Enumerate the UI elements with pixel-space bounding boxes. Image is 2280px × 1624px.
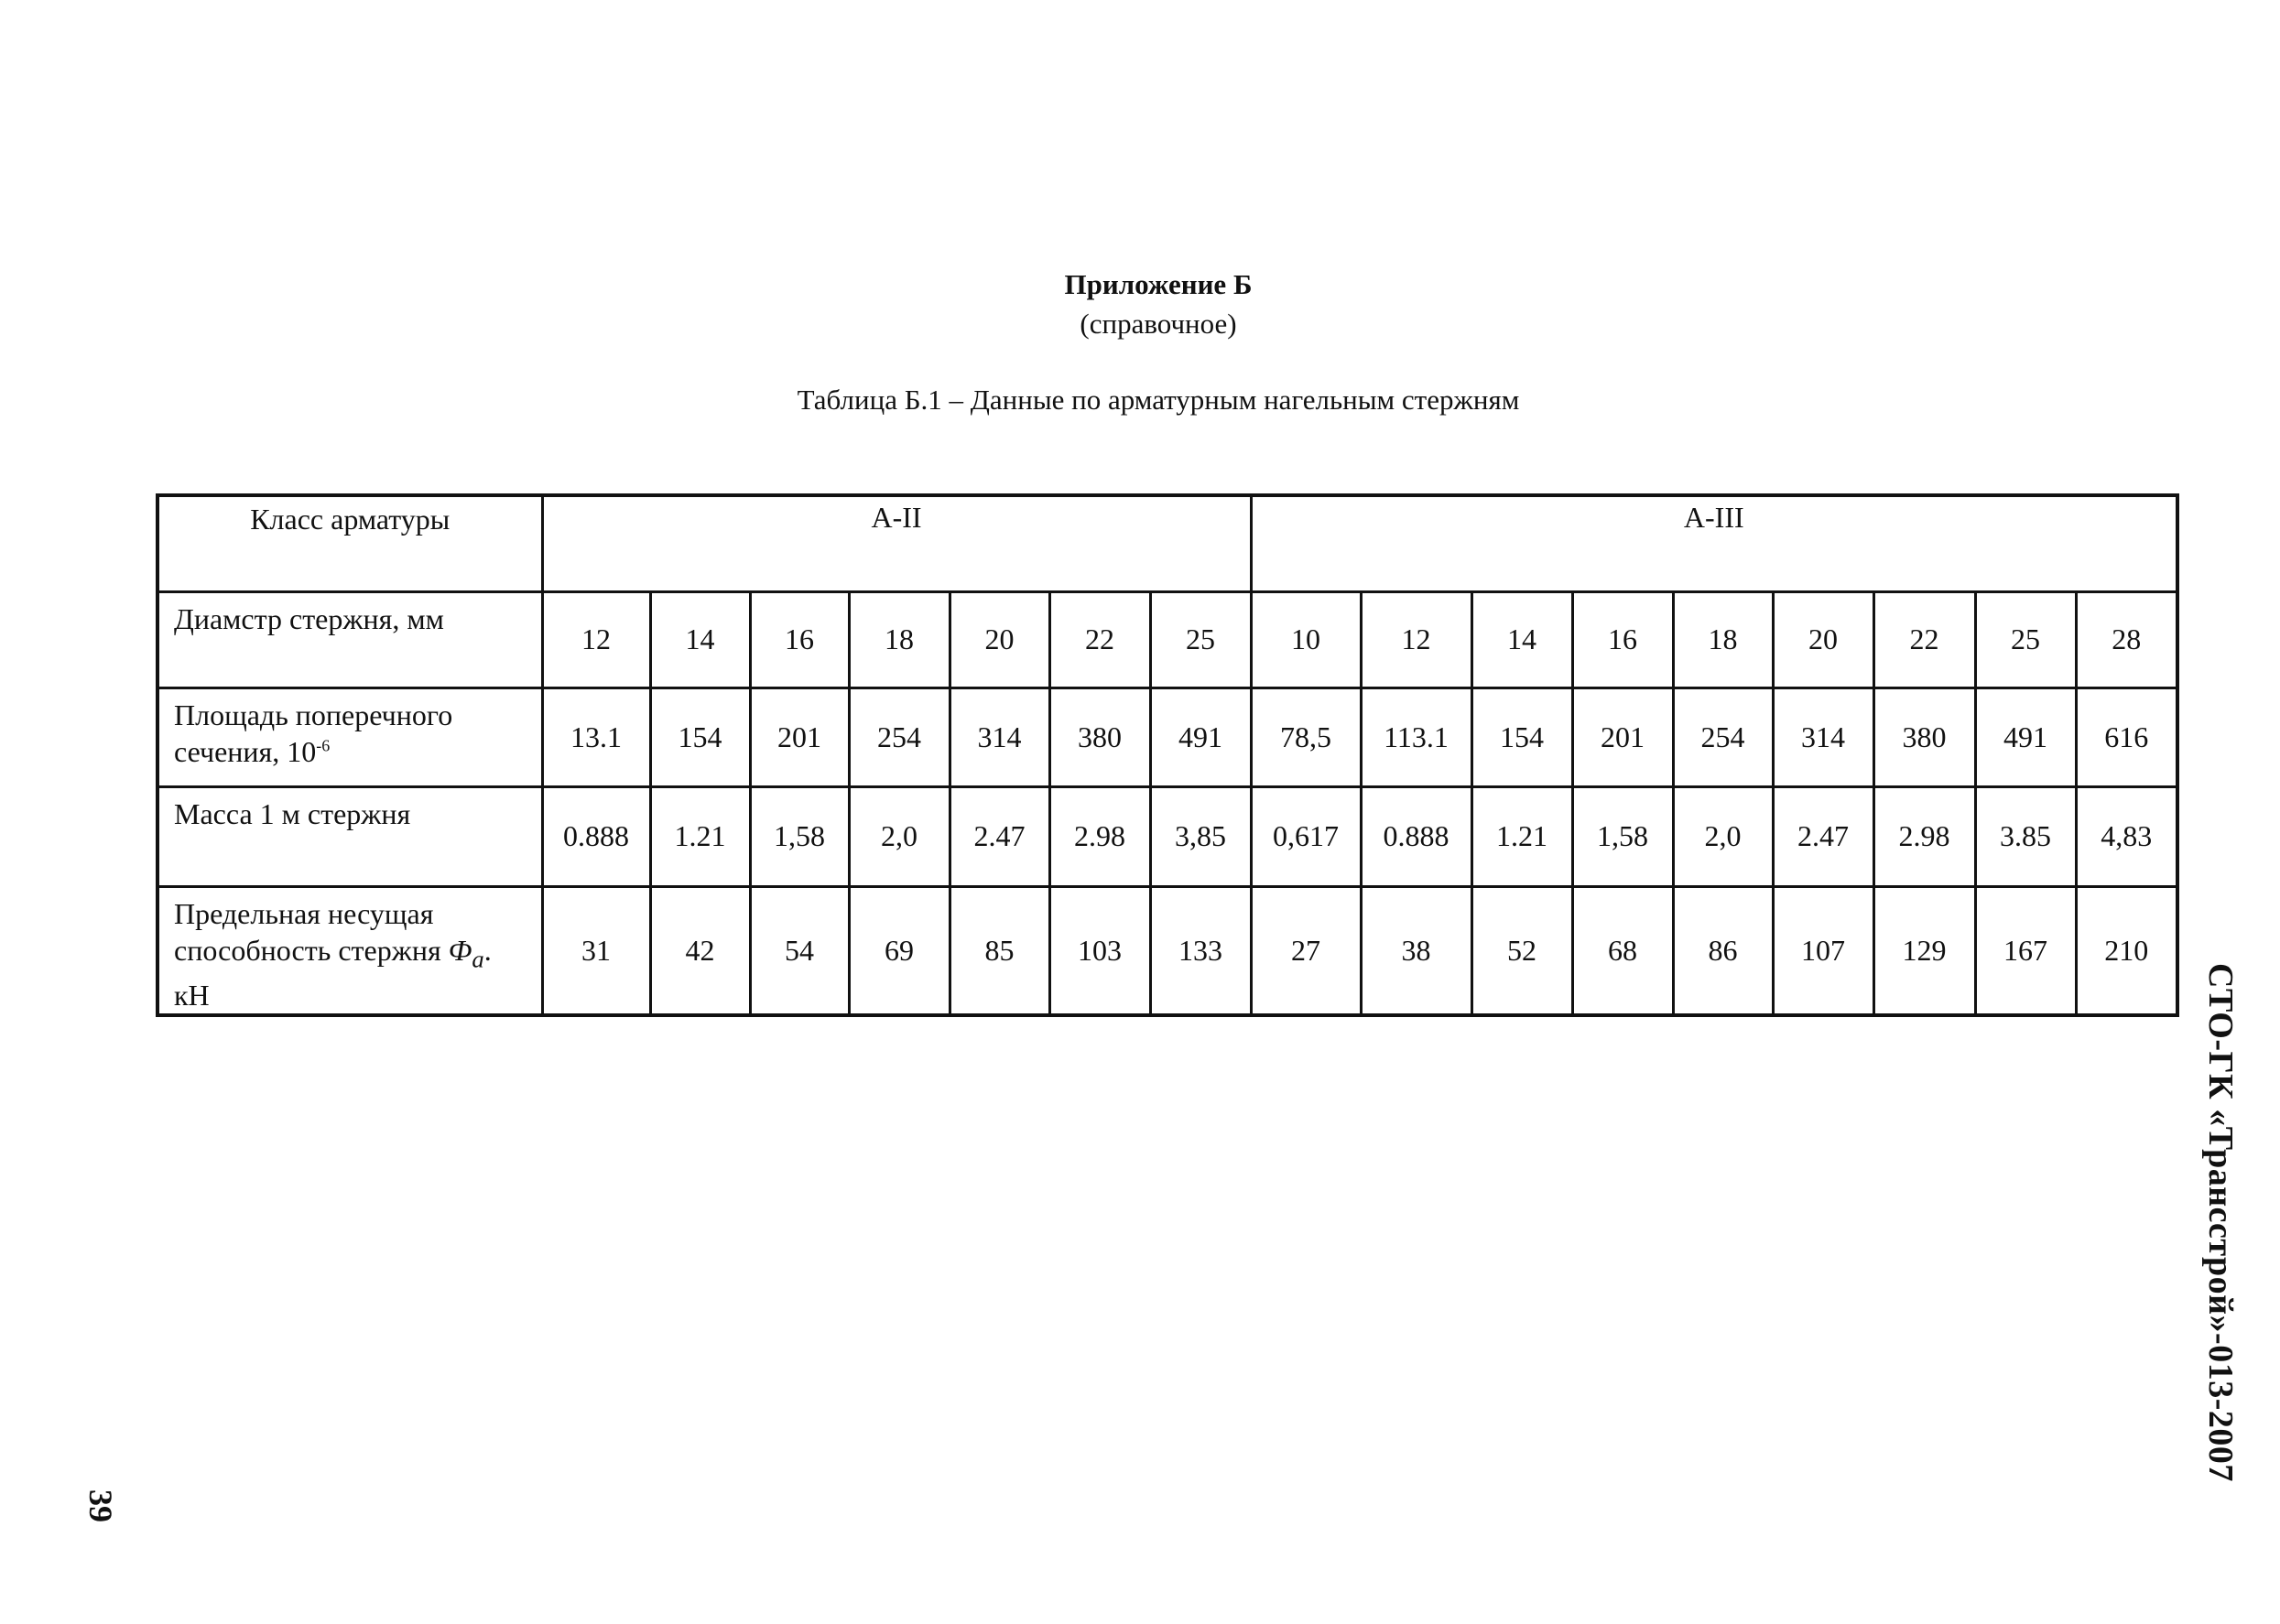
capacity-subscript: а — [472, 944, 484, 972]
value-cell: 86 — [1673, 886, 1773, 1015]
capacity-label-line2-text: способность стержня — [174, 933, 449, 967]
value-cell: 31 — [542, 886, 650, 1015]
value-cell: 0.888 — [542, 786, 650, 886]
table-caption: Таблица Б.1 – Данные по арматурным нагельным стержням — [797, 384, 1520, 416]
reinforcement-data-table — [156, 493, 2179, 1017]
value-cell: 13.1 — [542, 687, 650, 786]
value-cell: 38 — [1361, 886, 1471, 1015]
diameter-label: Диамстр стержня, мм — [157, 591, 542, 687]
value-cell: 78,5 — [1251, 687, 1361, 786]
value-cell: 3,85 — [1150, 786, 1251, 886]
value-cell: 2.47 — [1773, 786, 1873, 886]
value-cell: 103 — [1049, 886, 1150, 1015]
area-label-line2-text: сечения, 10 — [174, 734, 317, 768]
value-cell: 254 — [1673, 687, 1773, 786]
value-cell: 491 — [1150, 687, 1251, 786]
value-cell: 25 — [1975, 591, 2076, 687]
area-label-line2 — [174, 733, 532, 770]
area-label — [157, 687, 542, 786]
value-cell: 107 — [1773, 886, 1873, 1015]
value-cell: 1,58 — [1572, 786, 1673, 886]
value-cell: 52 — [1471, 886, 1572, 1015]
mass-row — [157, 786, 2177, 886]
value-cell: 20 — [1773, 591, 1873, 687]
value-cell: 12 — [542, 591, 650, 687]
capacity-label — [157, 886, 542, 1015]
value-cell: 16 — [1572, 591, 1673, 687]
value-cell: 129 — [1873, 886, 1975, 1015]
capacity-label-line2-end: . — [483, 933, 492, 967]
area-row — [157, 687, 2177, 786]
value-cell: 201 — [750, 687, 849, 786]
class-row — [157, 495, 2177, 591]
capacity-symbol: Ф — [448, 933, 472, 967]
value-cell: 113.1 — [1361, 687, 1471, 786]
value-cell: 1.21 — [650, 786, 750, 886]
area-label-line1: Площадь поперечного — [174, 698, 453, 731]
value-cell: 54 — [750, 886, 849, 1015]
value-cell: 22 — [1873, 591, 1975, 687]
value-cell: 2.98 — [1049, 786, 1150, 886]
value-cell: 18 — [1673, 591, 1773, 687]
value-cell: 1.21 — [1471, 786, 1572, 886]
value-cell: 616 — [2076, 687, 2177, 786]
appendix-title: Приложение Б — [1064, 268, 1253, 300]
capacity-row — [157, 886, 2177, 1015]
document-code-sidebar: СТО-ГК «Трансстрой»-013-2007 — [2201, 963, 2240, 1482]
value-cell: 27 — [1251, 886, 1361, 1015]
page-number: 39 — [82, 1489, 119, 1522]
value-cell: 154 — [1471, 687, 1572, 786]
value-cell: 68 — [1572, 886, 1673, 1015]
value-cell: 14 — [650, 591, 750, 687]
value-cell: 380 — [1049, 687, 1150, 786]
appendix-note: (справочное) — [1080, 308, 1237, 340]
capacity-label-line1: Предельная несущая — [174, 896, 434, 930]
value-cell: 314 — [950, 687, 1049, 786]
value-cell: 22 — [1049, 591, 1150, 687]
value-cell: 18 — [849, 591, 950, 687]
value-cell: 254 — [849, 687, 950, 786]
value-cell: 12 — [1361, 591, 1471, 687]
value-cell: 201 — [1572, 687, 1673, 786]
value-cell: 2.47 — [950, 786, 1049, 886]
diameter-row — [157, 591, 2177, 687]
value-cell: 85 — [950, 886, 1049, 1015]
value-cell: 69 — [849, 886, 950, 1015]
capacity-label-line2 — [174, 932, 532, 977]
value-cell: 16 — [750, 591, 849, 687]
value-cell: 0,617 — [1251, 786, 1361, 886]
value-cell: 154 — [650, 687, 750, 786]
value-cell: 10 — [1251, 591, 1361, 687]
value-cell: 314 — [1773, 687, 1873, 786]
value-cell: 2,0 — [1673, 786, 1773, 886]
value-cell: 167 — [1975, 886, 2076, 1015]
group-a-iii: А-III — [1251, 495, 2177, 591]
group-a-ii: А-II — [542, 495, 1251, 591]
value-cell: 25 — [1150, 591, 1251, 687]
value-cell: 3.85 — [1975, 786, 2076, 886]
value-cell: 210 — [2076, 886, 2177, 1015]
value-cell: 14 — [1471, 591, 1572, 687]
value-cell: 133 — [1150, 886, 1251, 1015]
value-cell: 2,0 — [849, 786, 950, 886]
value-cell: 20 — [950, 591, 1049, 687]
mass-label: Масса 1 м стержня — [157, 786, 542, 886]
class-label-cell: Класс арматуры — [157, 495, 542, 591]
capacity-label-line3: кН — [174, 978, 210, 1012]
value-cell: 4,83 — [2076, 786, 2177, 886]
value-cell: 380 — [1873, 687, 1975, 786]
value-cell: 1,58 — [750, 786, 849, 886]
value-cell: 0.888 — [1361, 786, 1471, 886]
value-cell: 491 — [1975, 687, 2076, 786]
value-cell: 28 — [2076, 591, 2177, 687]
area-label-exponent: -6 — [316, 735, 331, 754]
value-cell: 42 — [650, 886, 750, 1015]
value-cell: 2.98 — [1873, 786, 1975, 886]
